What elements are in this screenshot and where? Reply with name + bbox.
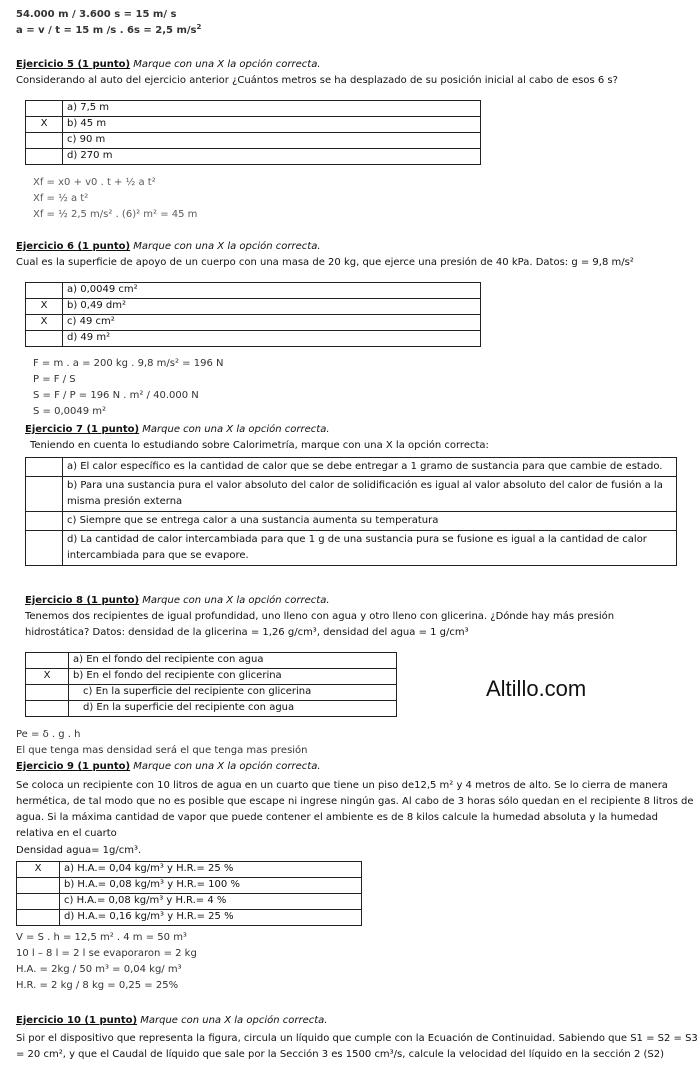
option-row: [26, 477, 677, 512]
option-text: c) En la superficie del recipiente con glicerina: [69, 685, 397, 701]
exercise-6-heading: Ejercicio 6 (1 punto) Marque con una X la opción correcta.: [16, 241, 321, 252]
answer-mark[interactable]: [17, 894, 60, 910]
option-text: b) En el fondo del recipiente con glicerina: [69, 669, 397, 685]
answer-mark[interactable]: [26, 101, 63, 117]
answer-mark[interactable]: [26, 458, 63, 477]
density-note: Densidad agua= 1g/cm³.: [16, 845, 142, 856]
calc-line: Xf = ½ 2,5 m/s² . (6)² m² = 45 m: [33, 209, 198, 220]
option-text: a) H.A.= 0,04 kg/m³ y H.R.= 25 %: [60, 862, 362, 878]
answer-mark[interactable]: [26, 331, 63, 347]
option-text: d) En la superficie del recipiente con agua: [69, 701, 397, 717]
exercise-6-options: [25, 282, 481, 347]
exercise-7-question: Teniendo en cuenta lo estudiando sobre Calorimetría, marque con una X la opción correcta:: [30, 440, 489, 451]
calc-line: S = 0,0049 m²: [33, 406, 107, 417]
option-row: [26, 315, 481, 331]
option-row: [26, 531, 677, 566]
option-row: [26, 669, 397, 685]
option-row: [26, 283, 481, 299]
option-row: [26, 133, 481, 149]
option-row: [17, 878, 362, 894]
answer-mark[interactable]: X: [26, 669, 69, 685]
option-text: a) 0,0049 cm²: [63, 283, 481, 299]
option-row: [17, 862, 362, 878]
answer-mark[interactable]: [26, 701, 69, 717]
option-text: c) 49 cm²: [63, 315, 481, 331]
option-row: [26, 331, 481, 347]
exercise-7-options: [25, 457, 677, 566]
answer-mark[interactable]: [26, 133, 63, 149]
option-row: [26, 101, 481, 117]
option-text: d) H.A.= 0,16 kg/m³ y H.R.= 25 %: [60, 910, 362, 926]
option-row: [26, 685, 397, 701]
calc-line: 54.000 m / 3.600 s = 15 m/ s: [16, 9, 177, 20]
calc-line: H.A. = 2kg / 50 m³ = 0,04 kg/ m³: [16, 964, 182, 975]
answer-mark[interactable]: X: [26, 299, 63, 315]
exercise-9-question: Se coloca un recipiente con 10 litros de agua en un cuarto que tiene un piso de12,5 m² y 4 metros de alto. Se lo cierra de manera hermética, de tal modo que no es posible que escape ni ingrese ningún gas. Al cabo de 3 horas sólo quedan en el recipiente 8 litros de agua. Si la máxima cantidad de vapor que puede contener el ambiente es de 8 kilos calcule la humedad absoluta y la humedad relativa en el cuarto: [16, 780, 694, 839]
option-text: b) 0,49 dm²: [63, 299, 481, 315]
exercise-8-options: [25, 652, 397, 717]
option-text: d) 270 m: [63, 149, 481, 165]
exercise-6-question: Cual es la superficie de apoyo de un cuerpo con una masa de 20 kg, que ejerce una presión de 40 kPa. Datos: g = 9,8 m/s²: [16, 257, 634, 268]
option-row: [26, 149, 481, 165]
option-text: d) 49 m²: [63, 331, 481, 347]
calc-line: El que tenga mas densidad será el que tenga mas presión: [16, 745, 308, 756]
calc-line: V = S . h = 12,5 m² . 4 m = 50 m³: [16, 932, 187, 943]
option-row: [26, 653, 397, 669]
exercise-10-heading: Ejercicio 10 (1 punto) Marque con una X la opción correcta.: [16, 1015, 328, 1026]
answer-mark[interactable]: [26, 477, 63, 512]
option-row: [26, 299, 481, 315]
exercise-5-heading: Ejercicio 5 (1 punto) Marque con una X la opción correcta.: [16, 59, 321, 70]
answer-mark[interactable]: X: [26, 117, 63, 133]
exercise-9-options: [16, 861, 362, 926]
exercise-10-question: Si por el dispositivo que representa la figura, circula un líquido que cumple con la Ecuación de Continuidad. Sabiendo que S1 = S2 = S3 = 20 cm², y que el Caudal de líquido que sale por la Sección 3 es 1500 cm³/s, calcule la velocidad del líquido en la sección 2 (S2): [16, 1033, 698, 1060]
answer-mark[interactable]: [17, 910, 60, 926]
calc-line: a = v / t = 15 m /s . 6s = 2,5 $m/s^2$: [16, 23, 202, 36]
exercise-5-options: [25, 100, 481, 165]
option-text: c) H.A.= 0,08 kg/m³ y H.R.= 4 %: [60, 894, 362, 910]
calc-line: S = F / P = 196 N . m² / 40.000 N: [33, 390, 199, 401]
option-row: [26, 512, 677, 531]
answer-mark[interactable]: [26, 149, 63, 165]
answer-mark[interactable]: [26, 685, 69, 701]
exercise-5-question: Considerando al auto del ejercicio anterior ¿Cuántos metros se ha desplazado de su posición inicial al cabo de esos 6 s?: [16, 75, 618, 86]
option-text: b) H.A.= 0,08 kg/m³ y H.R.= 100 %: [60, 878, 362, 894]
answer-mark[interactable]: [26, 283, 63, 299]
exercise-8-heading: Ejercicio 8 (1 punto) Marque con una X la opción correcta.: [25, 595, 330, 606]
answer-mark[interactable]: X: [26, 315, 63, 331]
option-row: [26, 458, 677, 477]
exercise-7-heading: Ejercicio 7 (1 punto) Marque con una X la opción correcta.: [25, 424, 330, 435]
calc-line: Pe = δ . g . h: [16, 729, 81, 740]
exercise-9-heading: Ejercicio 9 (1 punto) Marque con una X la opción correcta.: [16, 761, 321, 772]
calc-line: 10 l – 8 l = 2 l se evaporaron = 2 kg: [16, 948, 197, 959]
option-row: [17, 910, 362, 926]
exercise-8-question: hidrostática? Datos: densidad de la glicerina = 1,26 g/cm³, densidad del agua = 1 g/cm³: [25, 627, 469, 638]
option-row: [17, 894, 362, 910]
answer-mark[interactable]: X: [17, 862, 60, 878]
calc-line: Xf = ½ a t²: [33, 193, 89, 204]
option-row: [26, 117, 481, 133]
calc-line: F = m . a = 200 kg . 9,8 m/s² = 196 N: [33, 358, 224, 369]
option-text: d) La cantidad de calor intercambiada para que 1 g de una sustancia pura se fusione es igual a la cantidad de calor intercambiada para que se evapore.: [63, 531, 677, 566]
calc-line: P = F / S: [33, 374, 76, 385]
answer-mark[interactable]: [17, 878, 60, 894]
option-text: b) Para una sustancia pura el valor absoluto del calor de solidificación es igual al valor absoluto del calor de fusión a la misma presión externa: [63, 477, 677, 512]
watermark-logo: Altillo.com: [486, 676, 587, 701]
option-text: a) 7,5 m: [63, 101, 481, 117]
answer-mark[interactable]: [26, 512, 63, 531]
option-text: a) En el fondo del recipiente con agua: [69, 653, 397, 669]
option-text: c) Siempre que se entrega calor a una sustancia aumenta su temperatura: [63, 512, 677, 531]
answer-mark[interactable]: [26, 653, 69, 669]
calc-line: Xf = x0 + v0 . t + ½ a t²: [33, 177, 156, 188]
answer-mark[interactable]: [26, 531, 63, 566]
option-text: b) 45 m: [63, 117, 481, 133]
calc-line: H.R. = 2 kg / 8 kg = 0,25 = 25%: [16, 980, 179, 991]
option-text: c) 90 m: [63, 133, 481, 149]
option-text: a) El calor específico es la cantidad de calor que se debe entregar a 1 gramo de sustancia para que cambie de estado.: [63, 458, 677, 477]
option-row: [26, 701, 397, 717]
exercise-8-question: Tenemos dos recipientes de igual profundidad, uno lleno con agua y otro lleno con glicerina. ¿Dónde hay más presión: [25, 611, 615, 622]
